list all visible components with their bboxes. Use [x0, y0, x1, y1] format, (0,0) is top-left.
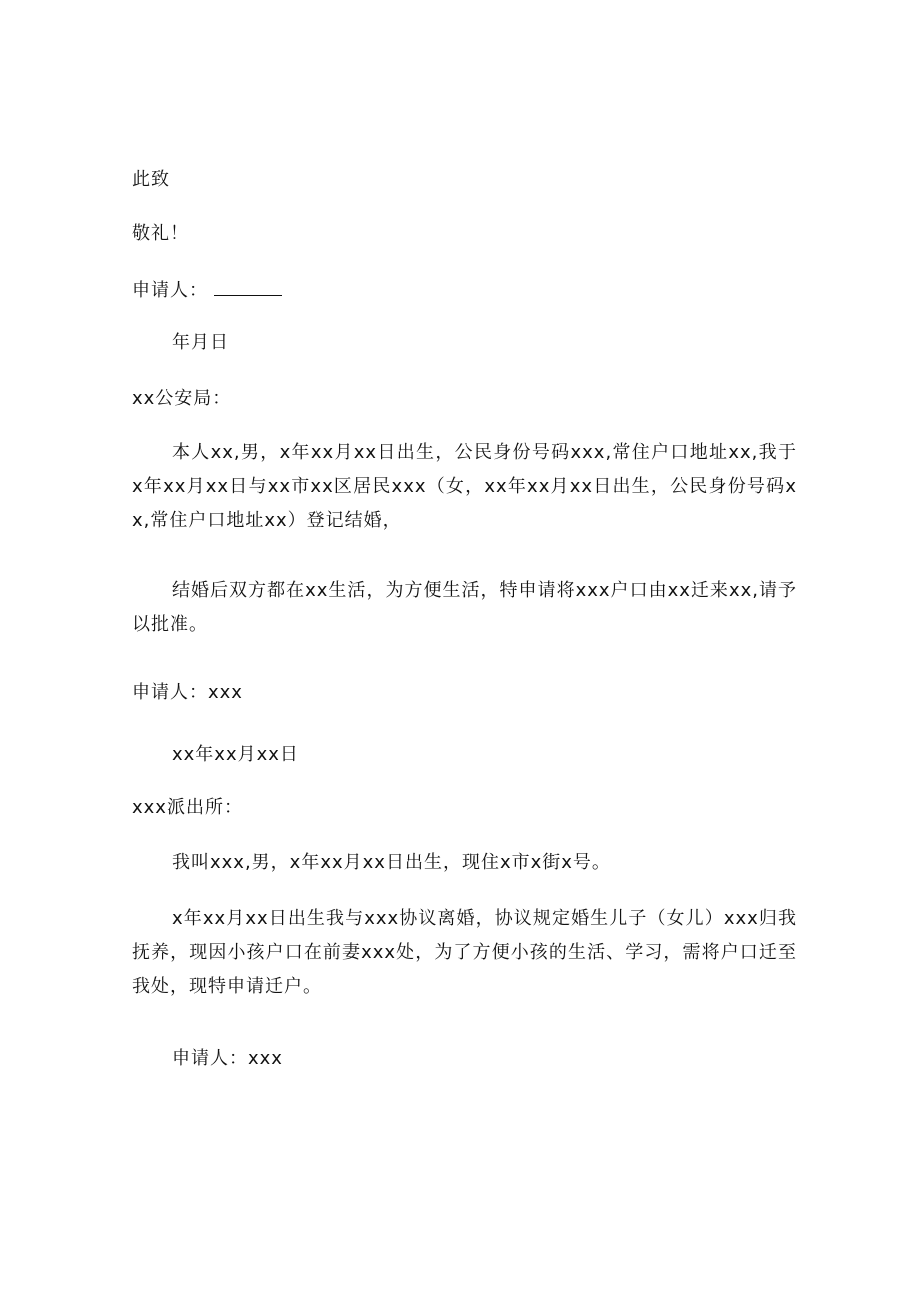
- applicant-signature-line: [132, 279, 797, 303]
- marriage-paragraph: 本人xx,男，x年xx月xx日出生，公民身份号码xxx,常住户口地址xx,我于x年xx月xx日与xx市xx区居民xxx（女，xx年xx月xx日出生，公民身份号码xx,常住户口地址xx）登记结婚，: [132, 442, 797, 531]
- divorce-custody-paragraph: x年xx月xx日出生我与xxx协议离婚，协议规定婚生儿子（女儿）xxx归我抚养，现因小孩户口在前妻xxx处，为了方便小孩的生活、学习，需将户口迁至我处，现特申请迁户。: [132, 908, 797, 997]
- date-line-1: 年月日: [172, 332, 229, 353]
- recipient-police-station: xxx派出所：: [132, 797, 243, 818]
- self-introduction-line: 我叫xxx,男，x年xx月xx日出生，现住x市x街x号。: [172, 852, 611, 873]
- closing-line-2: 敬礼！: [132, 223, 189, 244]
- signature-blank: [214, 279, 282, 296]
- applicant-label: 申请人：: [132, 280, 208, 301]
- closing-line-1: 此致: [132, 169, 170, 190]
- date-line-2: xx年xx月xx日: [172, 744, 299, 765]
- applicant-line-2: 申请人：xxx: [132, 682, 243, 703]
- relocation-request-paragraph: 结婚后双方都在xx生活，为方便生活，特申请将xxx户口由xx迁来xx,请予以批准。: [132, 580, 797, 635]
- recipient-police-bureau: xx公安局：: [132, 388, 232, 409]
- applicant-line-3: 申请人：xxx: [172, 1048, 283, 1069]
